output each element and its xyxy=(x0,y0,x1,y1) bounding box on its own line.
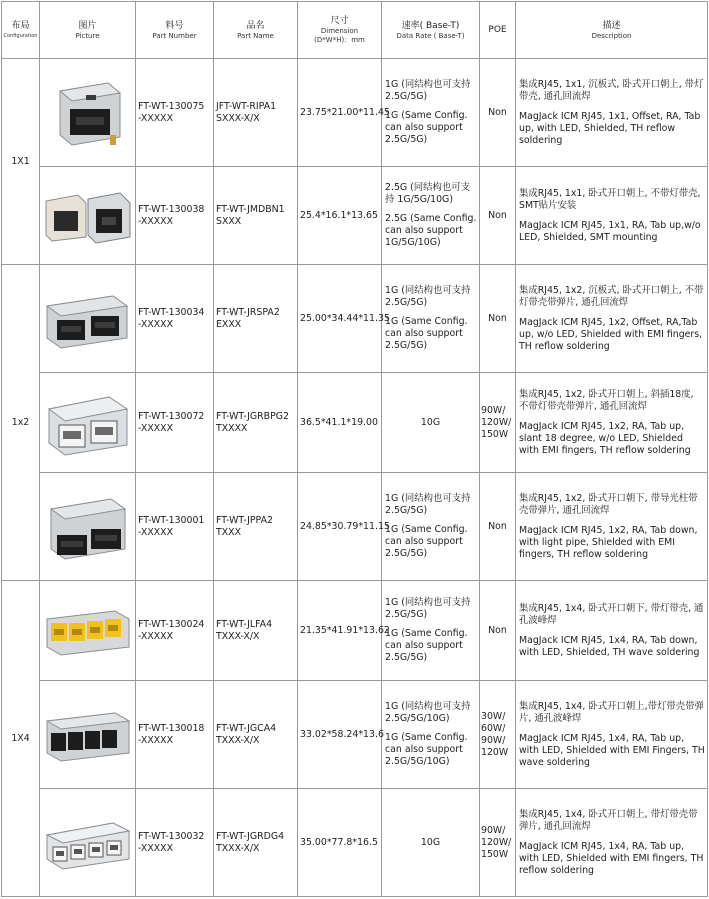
poe-value: Non xyxy=(480,581,516,681)
part-number: FT-WT-130072 -XXXXX xyxy=(136,373,214,473)
table-row xyxy=(2,265,708,373)
poe-value: 90W/ 120W/ 150W xyxy=(480,789,516,897)
dimension: 36.5*41.1*19.00 xyxy=(298,373,382,473)
poe-value: Non xyxy=(480,167,516,265)
dimension: 25.00*34.44*11.35 xyxy=(298,265,382,373)
poe-value: Non xyxy=(480,265,516,373)
table-row xyxy=(2,167,708,265)
data-rate: 10G xyxy=(382,373,480,473)
header-picture: 图片 Picture xyxy=(40,2,136,59)
part-name: FT-WT-JGCA4 TXXX-X/X xyxy=(214,681,298,789)
part-number: FT-WT-130001 -XXXXX xyxy=(136,473,214,581)
description: 集成RJ45, 1x4, 卧式开口朝下, 带灯带壳, 通孔波峰焊 MagJack ICM RJ45, 1x4, RA, Tab down, with LED, Shielded, TH wave soldering xyxy=(516,581,708,681)
table-row xyxy=(2,681,708,789)
table-row xyxy=(2,581,708,681)
header-row xyxy=(2,2,708,59)
dimension: 23.75*21.00*11.45 xyxy=(298,59,382,167)
table-row xyxy=(2,473,708,581)
part-name: FT-WT-JGRBPG2 TXXXX xyxy=(214,373,298,473)
part-number: FT-WT-130034 -XXXXX xyxy=(136,265,214,373)
dimension: 33.02*58.24*13.6 xyxy=(298,681,382,789)
header-part-name: 品名 Part Name xyxy=(214,2,298,59)
part-number: FT-WT-130038 -XXXXX xyxy=(136,167,214,265)
part-name: FT-WT-JMDBN1 SXXX xyxy=(214,167,298,265)
dimension: 21.35*41.91*13.62 xyxy=(298,581,382,681)
description: 集成RJ45, 1x2, 沉板式, 卧式开口朝上, 不带灯带壳带弹片, 通孔回流焊 MagJack ICM RJ45, 1x2, Offset, RA,Tab up, w/o LED, Shielded with EMI fingers, TH reflow soldering xyxy=(516,265,708,373)
data-rate: 2.5G (同结构也可支持 1G/5G/10G) 2.5G (Same Config. can also support 1G/5G/10G) xyxy=(382,167,480,265)
product-image xyxy=(40,581,136,681)
header-data-rate: 速率( Base-T) Data Rate ( Base-T) xyxy=(382,2,480,59)
poe-value: 90W/ 120W/ 150W xyxy=(480,373,516,473)
dimension: 24.85*30.79*11.15 xyxy=(298,473,382,581)
product-image xyxy=(40,167,136,265)
part-number: FT-WT-130018 -XXXXX xyxy=(136,681,214,789)
header-poe: POE xyxy=(480,2,516,59)
product-table xyxy=(1,1,708,897)
description: 集成RJ45, 1x4, 卧式开口朝上,带灯带壳带弹片, 通孔波峰焊 MagJack ICM RJ45, 1x4, RA, Tab up, with LED, Shielded with EMI Fingers, TH wave soldering xyxy=(516,681,708,789)
data-rate: 10G xyxy=(382,789,480,897)
description: 集成RJ45, 1x1, 沉板式, 卧式开口朝上, 带灯带壳, 通孔回流焊 MagJack ICM RJ45, 1x1, Offset, RA, Tab up, with LED, Shielded, TH reflow soldering xyxy=(516,59,708,167)
product-image xyxy=(40,473,136,581)
config-cell: 1X1 xyxy=(2,59,40,265)
product-image xyxy=(40,265,136,373)
poe-value: Non xyxy=(480,473,516,581)
part-name: FT-WT-JPPA2 TXXX xyxy=(214,473,298,581)
config-cell: 1x2 xyxy=(2,265,40,581)
product-image xyxy=(40,373,136,473)
product-image xyxy=(40,59,136,167)
part-number: FT-WT-130032 -XXXXX xyxy=(136,789,214,897)
table-row xyxy=(2,789,708,897)
part-number: FT-WT-130075 -XXXXX xyxy=(136,59,214,167)
table-row xyxy=(2,373,708,473)
part-number: FT-WT-130024 -XXXXX xyxy=(136,581,214,681)
part-name: FT-WT-JLFA4 TXXX-X/X xyxy=(214,581,298,681)
part-name: FT-WT-JRSPA2 EXXX xyxy=(214,265,298,373)
dimension: 25.4*16.1*13.65 xyxy=(298,167,382,265)
description: 集成RJ45, 1x4, 卧式开口朝上, 带灯带壳带弹片, 通孔回流焊 MagJack ICM RJ45, 1x4, RA, Tab up, with LED, Shielded with EMI fingers, TH reflow soldering xyxy=(516,789,708,897)
dimension: 35.00*77.8*16.5 xyxy=(298,789,382,897)
header-part-number: 料号 Part Number xyxy=(136,2,214,59)
product-image xyxy=(40,681,136,789)
data-rate: 1G (同结构也可支持 2.5G/5G/10G) 1G (Same Config. can also support 2.5G/5G/10G) xyxy=(382,681,480,789)
header-config: 布局 Configuration xyxy=(2,2,40,59)
description: 集成RJ45, 1x2, 卧式开口朝上, 斜插18度, 不带灯带壳带弹片, 通孔回流焊 MagJack ICM RJ45, 1x2, RA, Tab up, slant 18 degree, w/o LED, Shielded with EMI fingers, TH reflow soldering xyxy=(516,373,708,473)
config-cell: 1X4 xyxy=(2,581,40,897)
header-dimension: 尺寸 Dimension (D*W*H)：mm xyxy=(298,2,382,59)
data-rate: 1G (同结构也可支持 2.5G/5G) 1G (Same Config. can also support 2.5G/5G) xyxy=(382,473,480,581)
description: 集成RJ45, 1x2, 卧式开口朝下, 带导光柱带壳带弹片, 通孔回流焊 MagJack ICM RJ45, 1x2, RA, Tab down, with light pipe, Shielded with EMI fingers, TH reflow soldering xyxy=(516,473,708,581)
part-name: JFT-WT-RIPA1 SXXX-X/X xyxy=(214,59,298,167)
table-row xyxy=(2,59,708,167)
data-rate: 1G (同结构也可支持 2.5G/5G) 1G (Same Config. can also support 2.5G/5G) xyxy=(382,581,480,681)
poe-value: Non xyxy=(480,59,516,167)
data-rate: 1G (同结构也可支持 2.5G/5G) 1G (Same Config. can also support 2.5G/5G) xyxy=(382,59,480,167)
poe-value: 30W/ 60W/ 90W/ 120W xyxy=(480,681,516,789)
description: 集成RJ45, 1x1, 卧式开口朝上, 不带灯带壳, SMT贴片安装 MagJack ICM RJ45, 1x1, RA, Tab up,w/o LED, Shielded, SMT mounting xyxy=(516,167,708,265)
data-rate: 1G (同结构也可支持 2.5G/5G) 1G (Same Config. can also support 2.5G/5G) xyxy=(382,265,480,373)
part-name: FT-WT-JGRDG4 TXXX-X/X xyxy=(214,789,298,897)
header-description: 描述 Description xyxy=(516,2,708,59)
product-image xyxy=(40,789,136,897)
